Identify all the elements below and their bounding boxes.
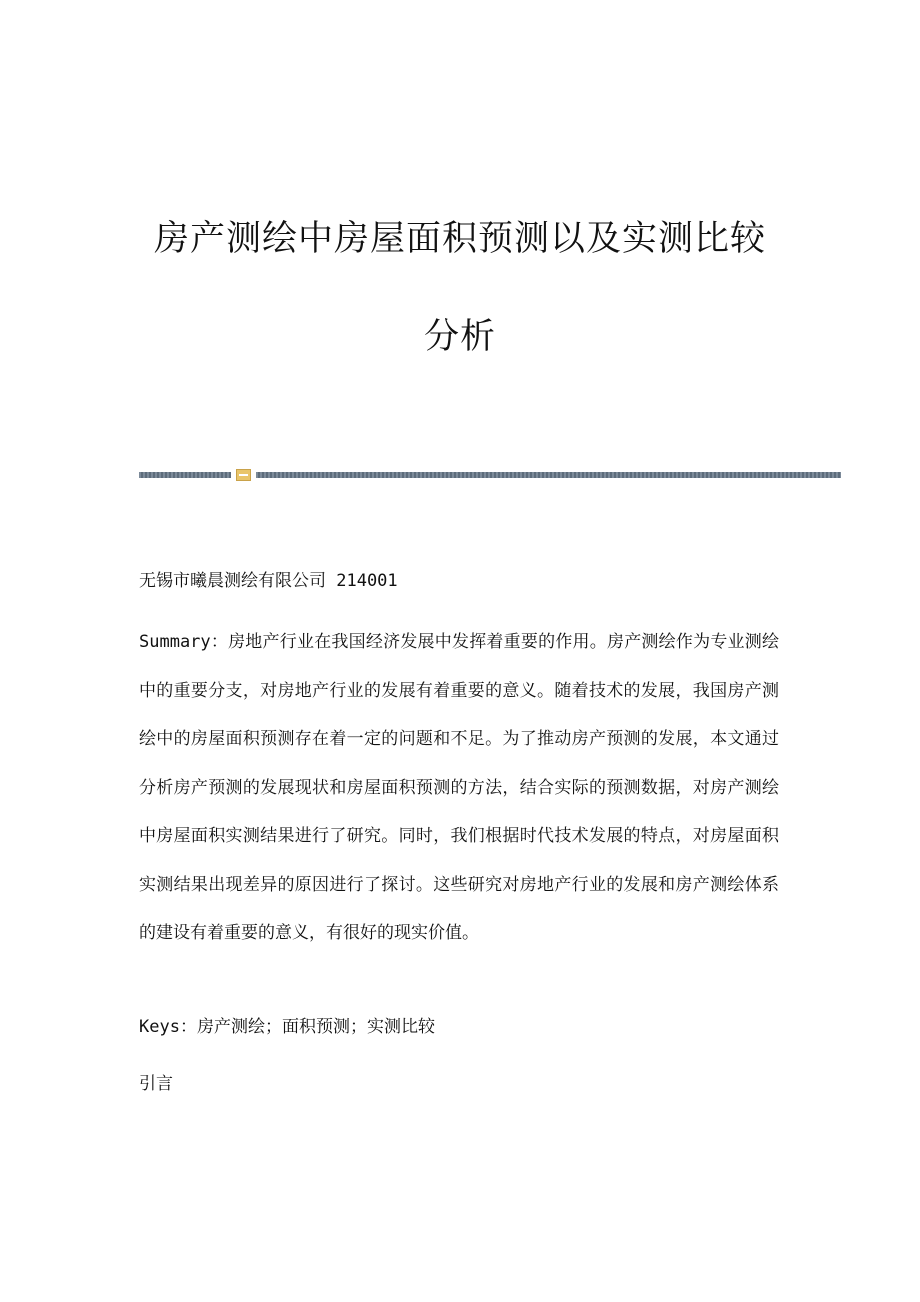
envelope-icon (236, 469, 251, 481)
keywords-line: Keys：房产测绘；面积预测；实测比较 (139, 1017, 435, 1037)
divider-bar-left (139, 472, 231, 478)
divider-bar-right (256, 472, 841, 478)
author-affiliation: 无锡市曦晨测绘有限公司 214001 (139, 571, 398, 591)
document-title-line-2: 分析 (423, 317, 496, 357)
summary-paragraph: Summary：房地产行业在我国经济发展中发挥着重要的作用。房产测绘作为专业测绘中的重要分支，对房地产行业的发展有着重要的意义。随着技术的发展，我国房产测绘中的房屋面积预测存在着一定的问题和不足。为了推动房产预测的发展，本文通过分析房产预测的发展现状和房屋面积预测的方法，结合实际的预测数据，对房产测绘中房屋面积实测结果进行了研究。同时，我们根据时代技术发展的特点，对房屋面积实测结果出现差异的原因进行了探讨。这些研究对房地产行业的发展和房产测绘体系的建设有着重要的意义，有很好的现实价值。 (139, 632, 779, 943)
section-heading-introduction: 引言 (139, 1074, 173, 1094)
document-title-line-1: 房产测绘中房屋面积预测以及实测比较 (153, 219, 766, 259)
decorative-divider (139, 469, 841, 481)
